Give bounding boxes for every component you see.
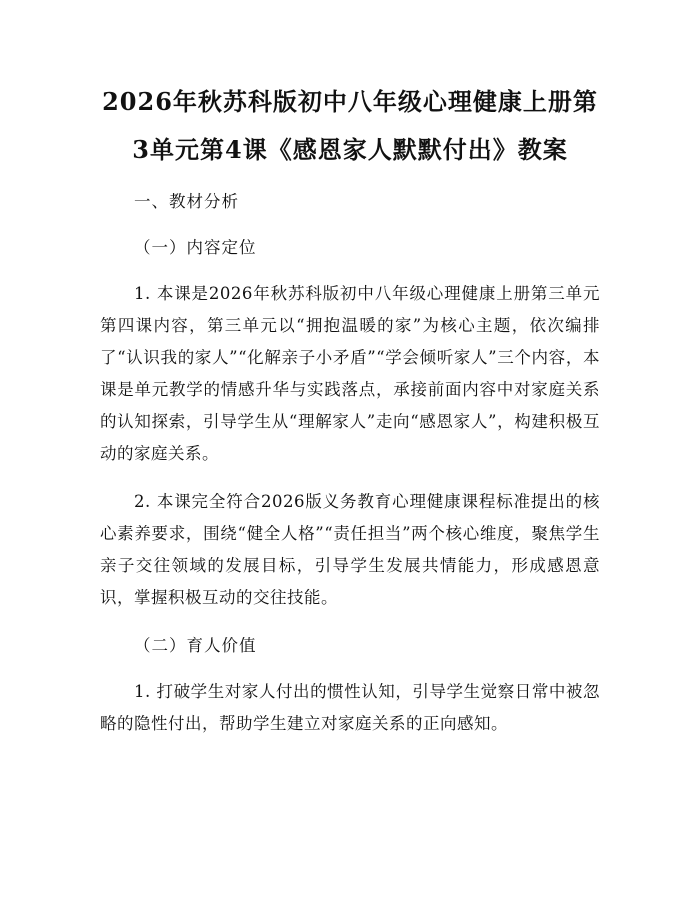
subsection-heading-educational-value: （二）育人价值 — [134, 636, 257, 655]
subsection-heading-content-positioning: （一）内容定位 — [134, 238, 257, 257]
paragraph-1: 1. 本课是2026年秋苏科版初中八年级心理健康上册第三单元第四课内容，第三单元以“拥抱温暖的家”为核心主题，依次编排了“认识我的家人”“化解亲子小矛盾”“学会倾听家人”三个内容，本课是单元教学的情感升华与实践落点，承接前面内容中对家庭关系的认知探索，引导学生从“理解家人”走向“感恩家人”，构建积极互动的家庭关系。 — [100, 284, 600, 463]
section-heading-teaching-material-analysis: 一、教材分析 — [134, 192, 239, 211]
document-body — [100, 186, 600, 740]
title-line-1: 2026年秋苏科版初中八年级心理健康上册第 — [102, 87, 598, 116]
document-title — [100, 78, 600, 174]
paragraph-2: 2. 本课完全符合2026版义务教育心理健康课程标准提出的核心素养要求，围绕“健全人格”“责任担当”两个核心维度，聚焦学生亲子交往领域的发展目标，引导学生发展共情能力，形成感恩意识，掌握积极互动的交往技能。 — [100, 492, 600, 607]
paragraph-3: 1. 打破学生对家人付出的惯性认知，引导学生觉察日常中被忽略的隐性付出，帮助学生建立对家庭关系的正向感知。 — [100, 682, 600, 733]
title-line-2: 3单元第4课《感恩家人默默付出》教案 — [132, 135, 568, 164]
